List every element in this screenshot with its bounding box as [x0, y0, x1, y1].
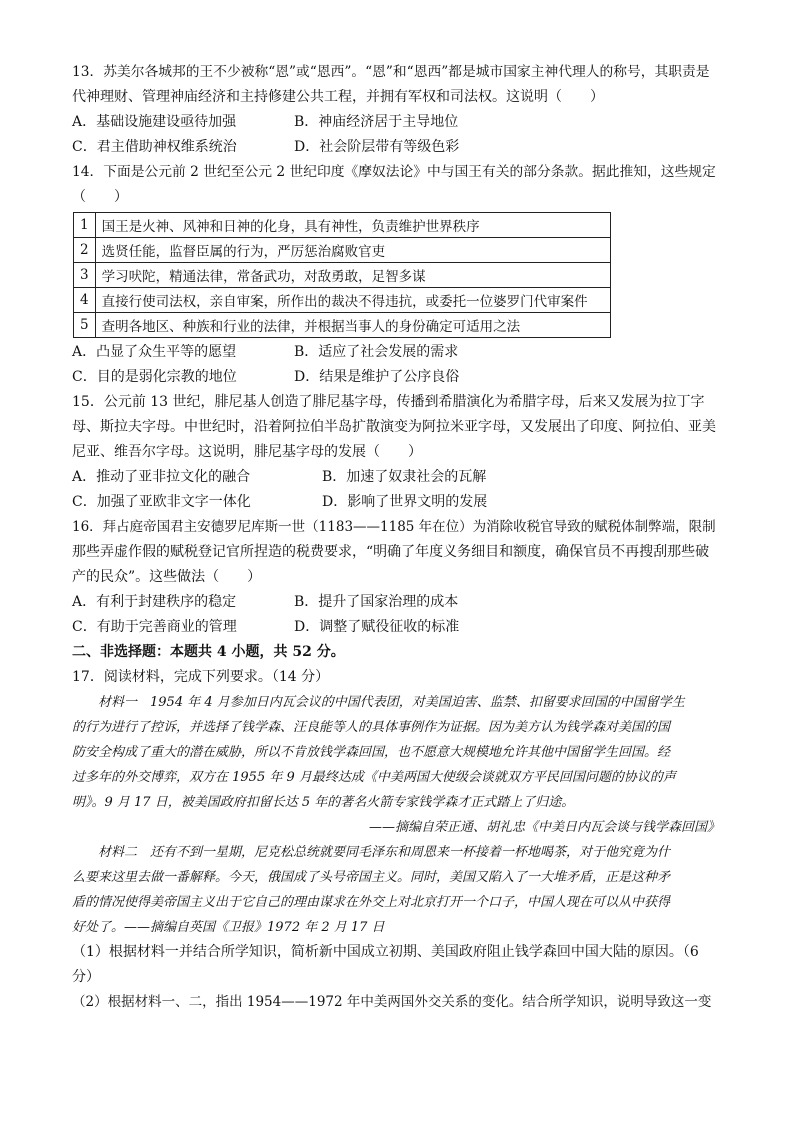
- sub-question-1: （1）根据材料一并结合所学知识，简析新中国成立初期、美国政府阻止钱学森回中国大陆的原因。（6: [72, 944, 699, 960]
- option-b: B．神庙经济居于主导地位: [294, 114, 459, 130]
- question-stem: 尼亚、维吾尔字母。这说明，腓尼基字母的发展（ ）: [72, 444, 422, 460]
- question-stem: 代神理财、管理神庙经济和主持修建公共工程，并拥有军权和司法权。这说明（ ）: [72, 89, 604, 105]
- option-row: [72, 135, 720, 160]
- material-line: 的行为进行了控诉，并选择了钱学森、汪良能等人的具体事例作为证据。因为美方认为钱学森对美国的国: [72, 720, 671, 735]
- material-source: ——摘编自荣正通、胡礼忠《中美日内瓦会谈与钱学森回国》: [368, 820, 720, 835]
- question-14: [72, 160, 720, 390]
- option-c: C．有助于完善商业的管理: [72, 619, 237, 635]
- question-stem: （ ）: [72, 189, 128, 205]
- material-line: 材料一 1954 年 4 月参加日内瓦会议的中国代表团，对美国迫害、监禁、扣留要求回国的中国留学生: [98, 695, 685, 710]
- question-stem: 14．下面是公元前 2 世纪至公元 2 世纪印度《摩奴法论》中与国王有关的部分条款。据此推知，这些规定: [72, 164, 716, 180]
- question-stem: 产的民众”。这些做法（ ）: [72, 569, 262, 585]
- table-row: [74, 213, 611, 238]
- option-d: D．社会阶层带有等级色彩: [294, 139, 460, 155]
- row-number: 4: [74, 288, 96, 313]
- option-row: [72, 110, 720, 135]
- option-row: [72, 490, 720, 515]
- option-row: [72, 465, 720, 490]
- option-a: A．有利于封建秩序的稳定: [72, 594, 237, 610]
- option-a: A．推动了亚非拉文化的融合: [72, 469, 251, 485]
- question-15: [72, 390, 720, 515]
- material-line: 么要来这里去做一番解释。今天，俄国成了头号帝国主义。同时，美国又陷入了一大堆矛盾，正是这种矛: [72, 870, 671, 885]
- option-row: [72, 615, 720, 640]
- option-c: C．君主借助神权维系统治: [72, 139, 237, 155]
- sub-question-2: （2）根据材料一、二，指出 1954——1972 年中美两国外交关系的变化。结合所学知识，说明导致这一变: [72, 994, 712, 1010]
- question-13: [72, 60, 720, 160]
- row-text: 学习吠陀，精通法律，常备武功，对敌勇敢，足智多谋: [95, 263, 610, 288]
- option-c: C．目的是弱化宗教的地位: [72, 369, 237, 385]
- option-a: A．基础设施建设亟待加强: [72, 114, 237, 130]
- option-b: B．加速了奴隶社会的瓦解: [322, 469, 487, 485]
- option-row: [72, 365, 720, 390]
- option-b: B．提升了国家治理的成本: [294, 594, 459, 610]
- row-number: 3: [74, 263, 96, 288]
- question-stem: 17．阅读材料，完成下列要求。（14 分）: [72, 669, 330, 685]
- question-stem: 16．拜占庭帝国君主安德罗尼库斯一世（1183——1185 年在位）为消除收税官导致的赋税体制弊端，限制: [72, 519, 716, 535]
- table-row: [74, 263, 611, 288]
- material-line: 材料二 还有不到一星期，尼克松总统就要同毛泽东和周恩来一杯接着一杯地喝茶，对于他究竟为什: [98, 845, 671, 860]
- section-heading: 二、非选择题：本题共 4 小题，共 52 分。: [72, 644, 345, 660]
- option-c: C．加强了亚欧非文字一体化: [72, 494, 251, 510]
- question-stem: 15．公元前 13 世纪，腓尼基人创造了腓尼基字母，传播到希腊演化为希腊字母，后来又发展为拉丁字: [72, 394, 705, 410]
- option-d: D．影响了世界文明的发展: [322, 494, 488, 510]
- row-text: 直接行使司法权，亲自审案，所作出的裁决不得违抗，或委托一位婆罗门代审案件: [95, 288, 610, 313]
- option-row: [72, 590, 720, 615]
- table-row: [74, 288, 611, 313]
- table-row: [74, 313, 611, 338]
- material-one: [72, 690, 720, 840]
- row-number: 1: [74, 213, 96, 238]
- option-d: D．结果是维护了公序良俗: [294, 369, 460, 385]
- question-17: [72, 665, 720, 1015]
- law-table: [73, 212, 611, 338]
- row-number: 2: [74, 238, 96, 263]
- material-line: 盾的情况使得美帝国主义出于它自己的理由谋求在外交上对北京打开一个口子，中国人现在可以从中获得: [72, 895, 671, 910]
- option-a: A．凸显了众生平等的愿望: [72, 344, 237, 360]
- question-stem: 母、斯拉夫字母。中世纪时，沿着阿拉伯半岛扩散演变为阿拉米亚字母，又发展出了印度、阿拉伯、亚美: [72, 419, 716, 435]
- row-number: 5: [74, 313, 96, 338]
- question-16: [72, 515, 720, 640]
- row-text: 查明各地区、种族和行业的法律，并根据当事人的身份确定可适用之法: [95, 313, 610, 338]
- row-text: 选贤任能，监督臣属的行为，严厉惩治腐败官吏: [95, 238, 610, 263]
- material-line: 过多年的外交博弈，双方在 1955 年 9 月最终达成《中美两国大使级会谈就双方平民回国问题的协议的声: [72, 770, 676, 785]
- table-row: [74, 238, 611, 263]
- option-row: [72, 340, 720, 365]
- question-stem: 那些弄虚作假的赋税登记官所捏造的税费要求，“明确了年度义务细目和额度，确保官员不再搜刮那些破: [72, 544, 710, 560]
- exam-page: [72, 60, 720, 1015]
- option-b: B．适应了社会发展的需求: [294, 344, 459, 360]
- material-line: 防安全构成了重大的潜在威胁，所以不肯放钱学森回国，也不愿意大规模地允许其他中国留学生回国。经: [72, 745, 671, 760]
- sub-question-1: 分）: [72, 969, 100, 985]
- material-two: [72, 840, 720, 940]
- material-line: 明》。9 月 17 日，被美国政府扣留长达 5 年的著名火箭专家钱学森才正式踏上了归途。: [72, 795, 575, 810]
- row-text: 国王是火神、风神和日神的化身，具有神性，负责维护世界秩序: [95, 213, 610, 238]
- material-line: 好处了。——摘编自英国《卫报》1972 年 2 月 17 日: [72, 920, 385, 935]
- question-stem: 13．苏美尔各城邦的王不少被称“恩”或“恩西”。“恩”和“恩西”都是城市国家主神代理人的称号，其职责是: [72, 64, 710, 80]
- option-d: D．调整了赋役征收的标准: [294, 619, 460, 635]
